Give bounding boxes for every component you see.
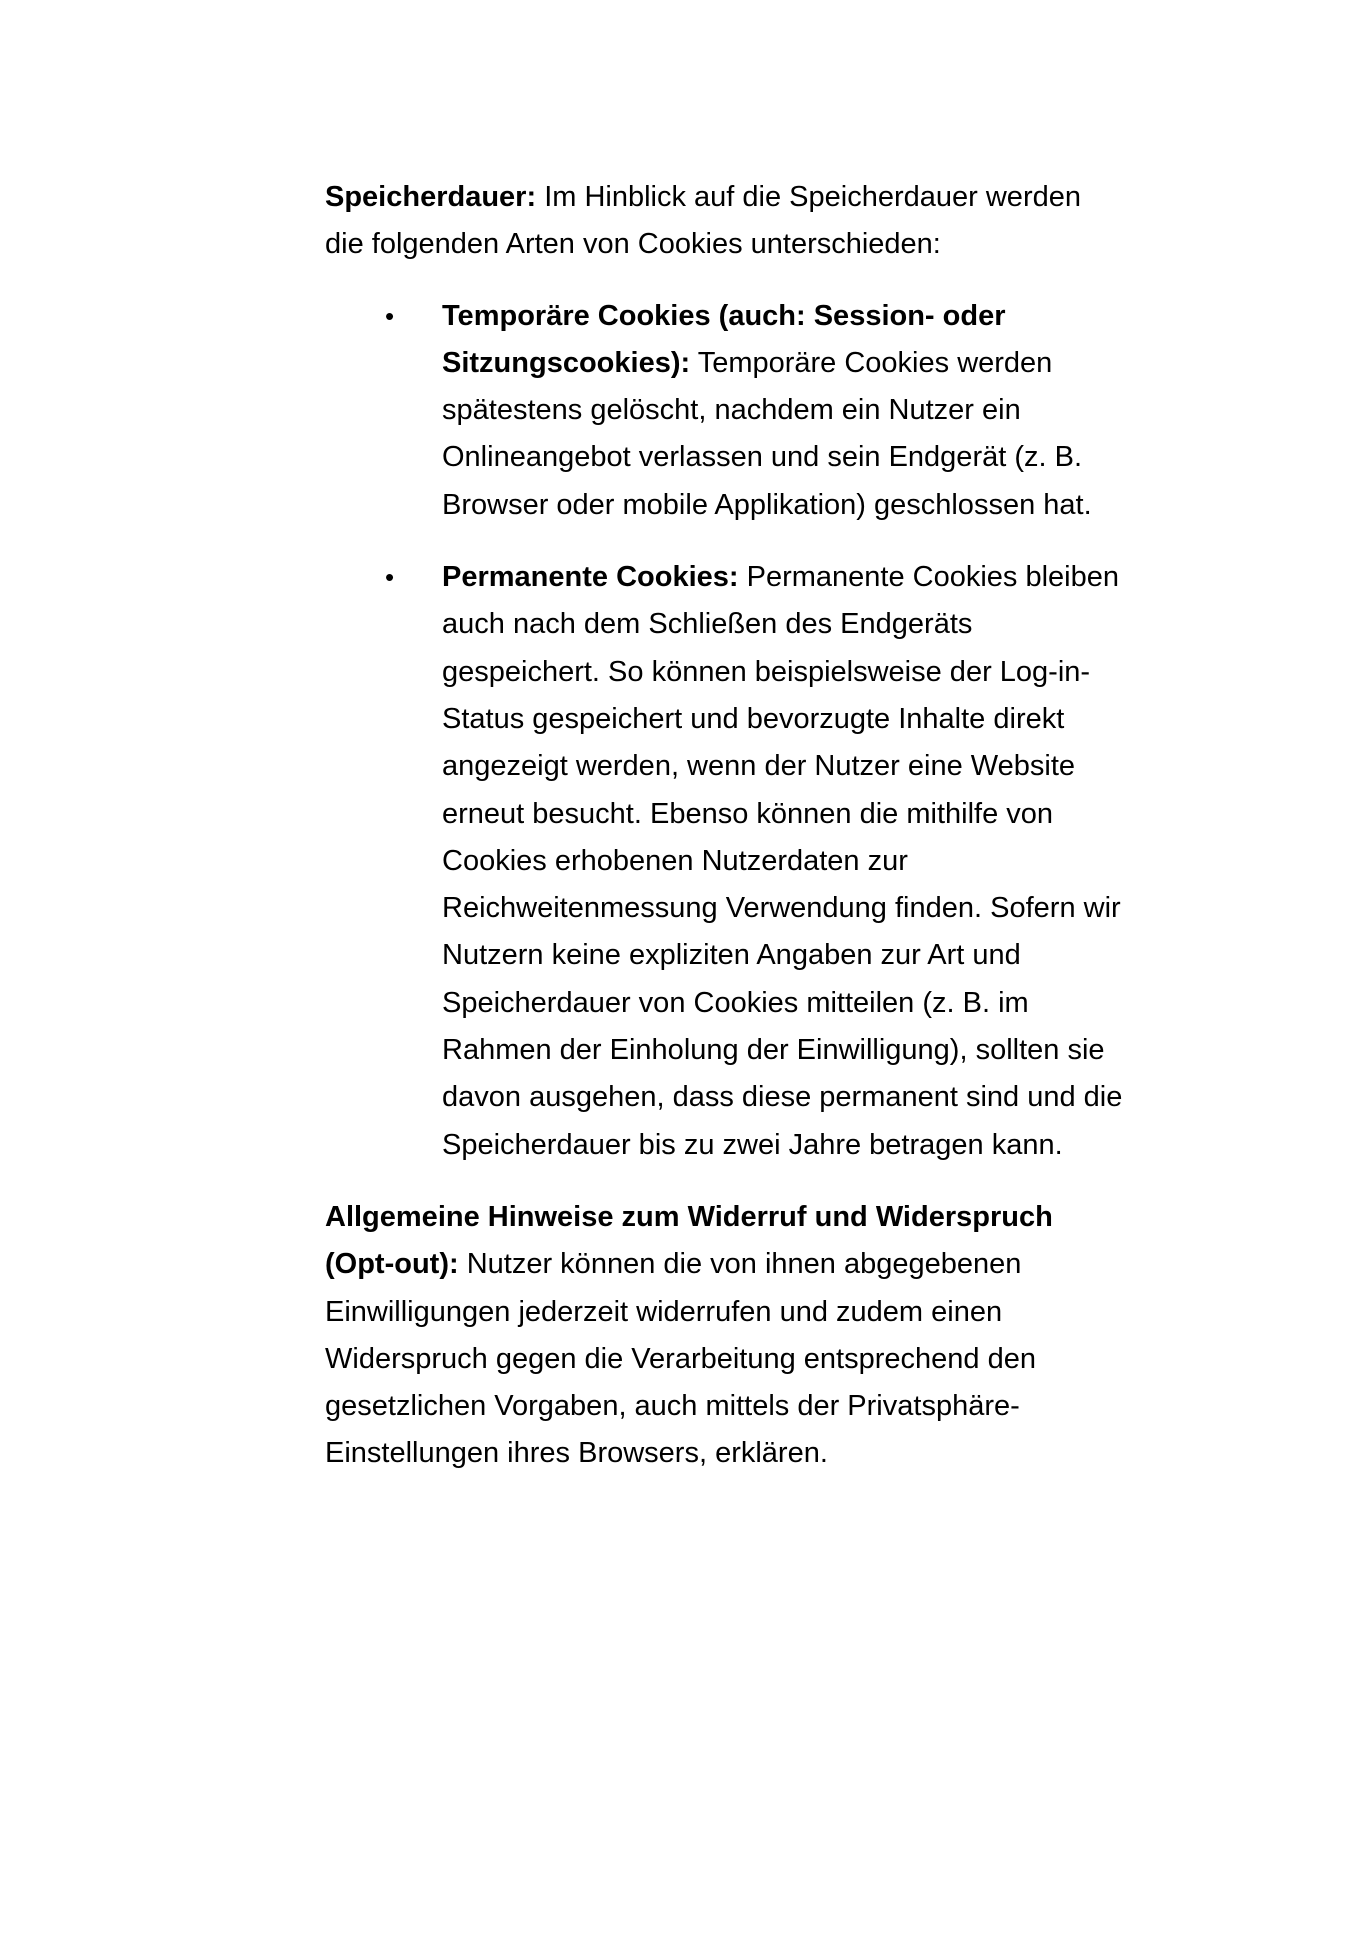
list-item-permanent-cookies (325, 554, 1125, 1169)
bullet-icon: • (385, 562, 395, 593)
permanent-cookies-text: Permanente Cookies bleiben auch nach dem Schließen des Endgeräts gespeichert. So können beispielsweise der Log-in-Status gespeichert und bevorzugte Inhalte direkt angezeigt werden, wenn der Nutzer eine Website erneut besucht. Ebenso können die mithilfe von Cookies erhobenen Nutzerdaten zur Reichweitenmessung Verwendung finden. Sofern wir Nutzern keine expliziten Angaben zur Art und Speicherdauer von Cookies mitteilen (z. B. im Rahmen der Einholung der Einwilligung), sollten sie davon ausgehen, dass diese permanent sind und die Speicherdauer bis zu zwei Jahre betragen kann. (442, 561, 1123, 1161)
document-page (325, 174, 1125, 1478)
bullet-icon: • (385, 300, 395, 331)
storage-duration-paragraph (325, 174, 1125, 269)
cookie-types-list (325, 293, 1125, 1169)
temporary-cookies-text: Temporäre Cookies werden spätestens gelöscht, nachdem ein Nutzer ein Onlineangebot verlassen und sein Endgerät (z. B. Browser oder mobile Applikation) geschlossen hat. (442, 346, 1092, 521)
opt-out-paragraph (325, 1194, 1125, 1478)
opt-out-heading: Allgemeine Hinweise zum Widerruf und Widerspruch (Opt-out): (325, 1200, 1053, 1281)
permanent-cookies-heading: Permanente Cookies: (442, 561, 739, 594)
temporary-cookies-heading: Temporäre Cookies (auch: Session- oder Sitzungscookies): (442, 299, 1006, 379)
storage-duration-text: Im Hinblick auf die Speicherdauer werden die folgenden Arten von Cookies unterschieden: (325, 181, 1081, 261)
list-item-temporary-cookies (325, 293, 1125, 529)
opt-out-text: Nutzer können die von ihnen abgegebenen Einwilligungen jederzeit widerrufen und zudem einen Widerspruch gegen die Verarbeitung entsprechend den gesetzlichen Vorgaben, auch mittels der Privatsphäre-Einstellungen ihres Browsers, erklären. (325, 1248, 1036, 1470)
storage-duration-heading: Speicherdauer: (325, 181, 537, 213)
